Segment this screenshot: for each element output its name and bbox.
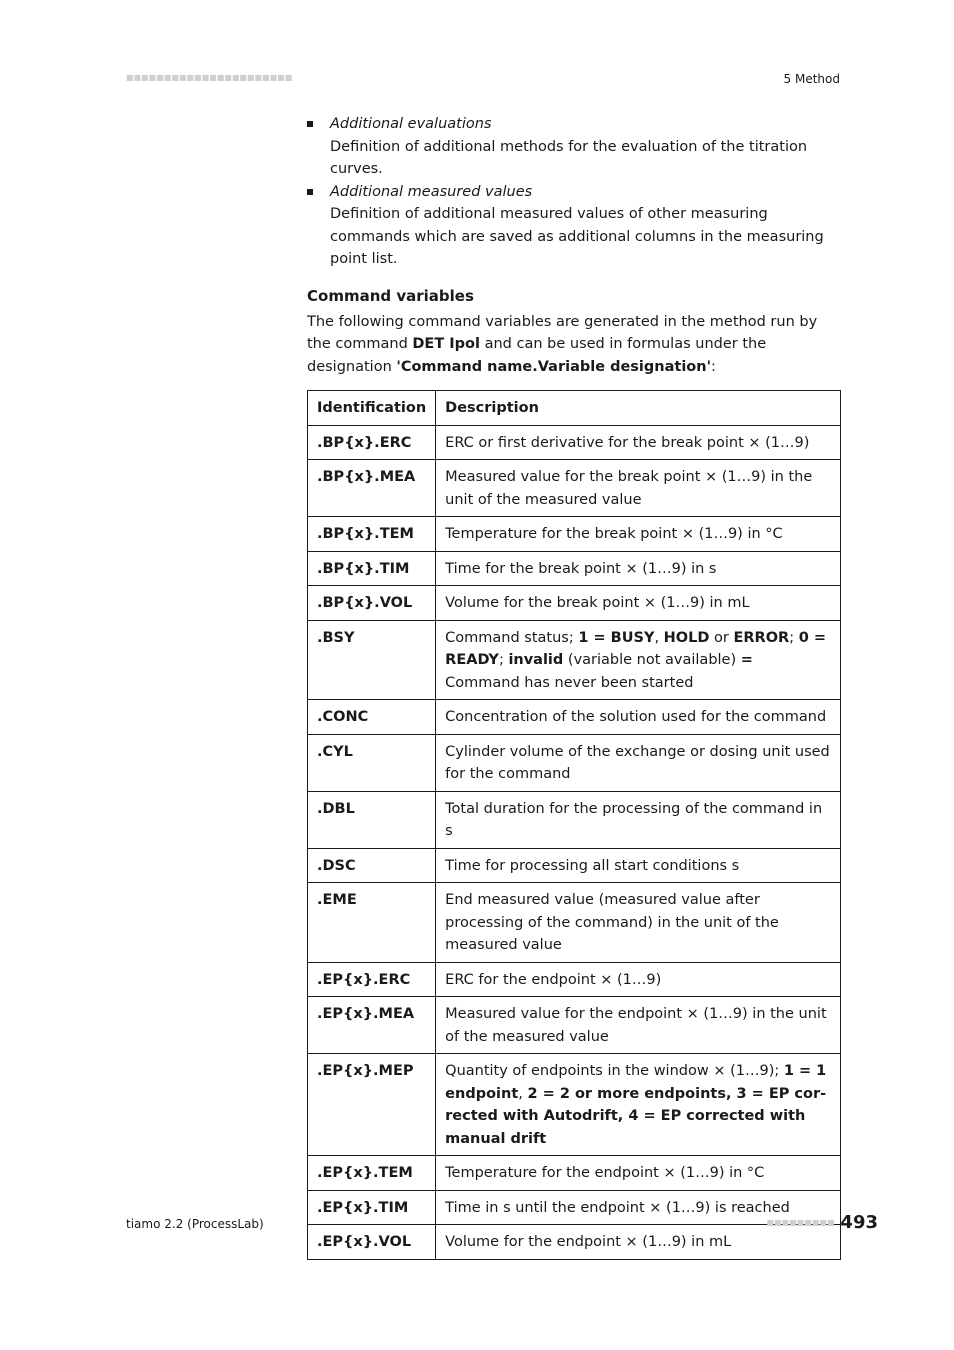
variable-identification: .BSY bbox=[308, 620, 436, 700]
description-text: ; bbox=[789, 629, 799, 646]
variable-identification: .EME bbox=[308, 883, 436, 963]
variable-description: Time for the break point × (1…9) in s bbox=[436, 551, 841, 586]
table-row bbox=[308, 551, 841, 586]
description-emphasis: HOLD bbox=[663, 629, 710, 646]
page-content bbox=[307, 113, 841, 1260]
table-row bbox=[308, 460, 841, 517]
variable-description: Cylinder volume of the exchange or dosing unit used for the command bbox=[436, 734, 841, 791]
table-header-row bbox=[308, 391, 841, 426]
variable-identification: .DSC bbox=[308, 848, 436, 883]
description-text: , bbox=[654, 629, 664, 646]
section-heading: Command variables bbox=[307, 286, 474, 305]
header-decoration: ■■■■■■■■■■■■■■■■■■■■■■ bbox=[126, 73, 293, 82]
chapter-title: 5 Method bbox=[783, 72, 840, 86]
table-row bbox=[308, 1190, 841, 1225]
variable-identification: .BP{x}.TIM bbox=[308, 551, 436, 586]
variable-description: Volume for the break point × (1…9) in mL bbox=[436, 586, 841, 621]
footer-page-info bbox=[766, 1212, 878, 1234]
variable-description: ERC for the endpoint × (1…9) bbox=[436, 962, 841, 997]
variable-identification: .BP{x}.MEA bbox=[308, 460, 436, 517]
variable-description bbox=[436, 620, 841, 700]
variable-identification: .EP{x}.MEP bbox=[308, 1054, 436, 1156]
description-text: or bbox=[709, 629, 734, 646]
intro-text: The following command variables are generated in the method run by the command bbox=[307, 313, 818, 352]
variable-identification: .BP{x}.VOL bbox=[308, 586, 436, 621]
table-row bbox=[308, 586, 841, 621]
table-row bbox=[308, 1225, 841, 1260]
bullet-square-icon bbox=[307, 121, 313, 127]
variable-description: Concentration of the solution used for the command bbox=[436, 700, 841, 735]
description-emphasis: invalid bbox=[508, 652, 564, 668]
table-row bbox=[308, 997, 841, 1054]
variable-description: ERC or first derivative for the break point × (1…9) bbox=[436, 425, 841, 460]
variable-identification: .EP{x}.VOL bbox=[308, 1225, 436, 1260]
section-intro bbox=[307, 311, 841, 379]
list-item-term: Additional evaluations bbox=[330, 116, 492, 132]
table-row bbox=[308, 425, 841, 460]
description-text: Quantity of endpoints in the window × (1…9); bbox=[445, 1063, 784, 1079]
variable-identification: .EP{x}.ERC bbox=[308, 962, 436, 997]
description-emphasis: ERROR bbox=[733, 629, 790, 646]
list-item-text: Definition of additional measured values of other measuring commands which are saved as additional columns in the measuring point list. bbox=[330, 206, 824, 267]
variable-identification: .EP{x}.MEA bbox=[308, 997, 436, 1054]
variable-identification: .DBL bbox=[308, 791, 436, 848]
intro-text: : bbox=[711, 358, 716, 375]
variable-identification: .CONC bbox=[308, 700, 436, 735]
description-emphasis: 2 = 2 or more endpoints, 3 = EP corrected with Autodrift, 4 = EP corrected with manual drift bbox=[445, 1085, 827, 1147]
column-header-description: Description bbox=[436, 391, 841, 426]
variable-description bbox=[436, 1054, 841, 1156]
description-text: Command has never been started bbox=[445, 674, 694, 691]
table-row bbox=[308, 734, 841, 791]
variable-description: End measured value (measured value after processing of the command) in the unit of the measured value bbox=[436, 883, 841, 963]
variable-description: Temperature for the break point × (1…9) in °C bbox=[436, 517, 841, 552]
variable-identification: .BP{x}.ERC bbox=[308, 425, 436, 460]
description-emphasis: 1 = 1 endpoint bbox=[445, 1063, 827, 1102]
variable-identification: .CYL bbox=[308, 734, 436, 791]
table-row bbox=[308, 848, 841, 883]
table-row bbox=[308, 962, 841, 997]
description-text: ; bbox=[498, 652, 509, 668]
column-header-identification: Identification bbox=[308, 391, 436, 426]
variable-description: Total duration for the processing of the command in s bbox=[436, 791, 841, 848]
list-item-text: Definition of additional methods for the evaluation of the titration curves. bbox=[330, 138, 808, 177]
description-emphasis: 0 = READY bbox=[445, 629, 827, 668]
variable-identification: .BP{x}.TEM bbox=[308, 517, 436, 552]
list-item-term: Additional measured values bbox=[330, 183, 533, 200]
command-variables-table bbox=[307, 390, 841, 1260]
variable-description: Measured value for the endpoint × (1…9) in the unit of the measured value bbox=[436, 997, 841, 1054]
variable-description: Time in s until the endpoint × (1…9) is reached bbox=[436, 1190, 841, 1225]
footer-decoration: ■■■■■■■■■ bbox=[766, 1218, 835, 1227]
table-body bbox=[308, 425, 841, 1259]
footer-product: tiamo 2.2 (ProcessLab) bbox=[126, 1217, 264, 1231]
command-name: DET Ipol bbox=[412, 336, 480, 352]
table-row bbox=[308, 791, 841, 848]
intro-text: and can be used in formulas under the designation bbox=[307, 336, 767, 375]
table-row bbox=[308, 620, 841, 700]
variable-identification: .EP{x}.TIM bbox=[308, 1190, 436, 1225]
description-text: , bbox=[518, 1085, 528, 1102]
table-row bbox=[308, 700, 841, 735]
variable-description: Temperature for the endpoint × (1…9) in °C bbox=[436, 1156, 841, 1191]
description-emphasis: = bbox=[740, 652, 753, 668]
table-row bbox=[308, 1054, 841, 1156]
list-item bbox=[307, 181, 841, 271]
table-row bbox=[308, 883, 841, 963]
bullet-square-icon bbox=[307, 189, 313, 195]
page-number: 493 bbox=[840, 1212, 878, 1233]
description-emphasis: 1 = BUSY bbox=[578, 629, 655, 646]
variable-description: Time for processing all start conditions s bbox=[436, 848, 841, 883]
description-text: (variable not available) bbox=[563, 652, 741, 668]
description-text: Command status; bbox=[445, 629, 579, 646]
table-row bbox=[308, 1156, 841, 1191]
table-row bbox=[308, 517, 841, 552]
variable-description: Measured value for the break point × (1…9) in the unit of the measured value bbox=[436, 460, 841, 517]
variable-identification: .EP{x}.TEM bbox=[308, 1156, 436, 1191]
designation-format: 'Command name.Variable designation' bbox=[396, 358, 712, 375]
list-item bbox=[307, 113, 841, 181]
variable-description: Volume for the endpoint × (1…9) in mL bbox=[436, 1225, 841, 1260]
feature-list bbox=[307, 113, 841, 271]
